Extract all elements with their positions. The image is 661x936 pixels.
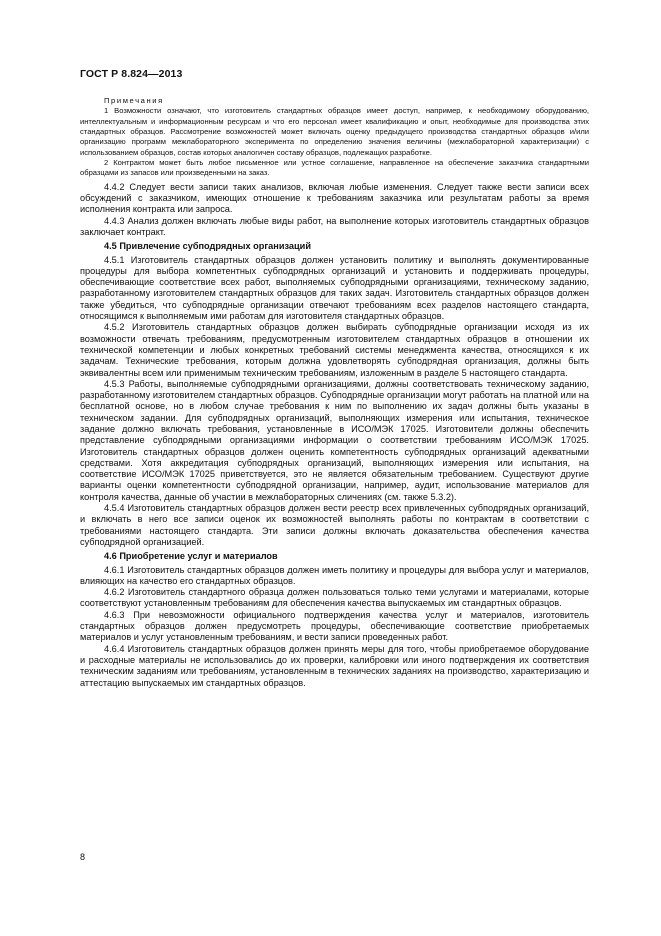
section-heading-4-6: 4.6 Приобретение услуг и материалов bbox=[104, 551, 278, 562]
notes-block bbox=[80, 96, 589, 179]
paragraph-4-6-4: 4.6.4 Изготовитель стандартных образцов должен принять меры для того, чтобы приобретаемое оборудование и расходные материалы не использовались до их проверки, калибровки или иного подтверждения их соответствия техническим заданиям или требованиям, установленным в технических заданиях на производство, характеризацию и аттестацию выпускаемых им стандартных образцов. bbox=[80, 643, 589, 688]
document-body bbox=[80, 96, 589, 689]
document-header: ГОСТ Р 8.824—2013 bbox=[80, 68, 183, 80]
paragraph-4-5-1: 4.5.1 Изготовитель стандартных образцов должен установить политику и выполнять документированные процедуры для выбора компетентных субподрядных организаций и установить и поддерживать процедуры, обеспечивающие соответствие всех работ, выполняемых субподрядными организациями, техническому заданию, разработанному изготовителем стандартных образцов для таких задач. Изготовитель стандартных образцов должен также убедиться, что субподрядные организации отвечают требованиям всех разделов настоящего стандарта, относящимся к выполняемым ими работам для изготовителя стандартных образцов. bbox=[80, 254, 589, 322]
section-heading-4-5: 4.5 Привлечение субподрядных организаций bbox=[104, 241, 311, 252]
note-2: 2 Контрактом может быть любое письменное или устное соглашение, направленное на обеспечение заказчика стандартными образцами из запасов или произведенными на заказ. bbox=[80, 158, 589, 178]
paragraph-4-5-2: 4.5.2 Изготовитель стандартных образцов должен выбирать субподрядные организации исходя из их возможности отвечать требованиям, предусмотренным изготовителем стандартных образцов в отношении их технической компетенции и любых конкретных требований системы менеджмента качества, относящихся к их задачам. Технические требования, которым должна удовлетворять субподрядная организация, должны быть эквивалентны всем или применимым техническим требованиям, изложенным в разделе 5 настоящего стандарта. bbox=[80, 322, 589, 378]
paragraph-4-6-1: 4.6.1 Изготовитель стандартных образцов должен иметь политику и процедуры для выбора услуг и материалов, влияющих на качество его стандартных образцов. bbox=[80, 564, 589, 586]
note-1: 1 Возможности означают, что изготовитель стандартных образцов имеет доступ, например, к необходимому оборудованию, интеллектуальным и информационным ресурсам и что его персонал имеет квалификацию и опыт, необходимые для производства этих стандартных образцов. Рассмотрение возможностей может включать оценку предыдущего производства стандартных образцов и/или организацию программ межлабораторного эксперимента по определению значения величины (межлабораторной характеризации) с использованием образцов, состав которых аналогичен составу образцов, подлежащих разработке. bbox=[80, 106, 589, 157]
paragraph-4-5-3: 4.5.3 Работы, выполняемые субподрядными организациями, должны соответствовать техническому заданию, разработанному изготовителем стандартных образцов. Субподрядные организации могут работать на платной или на бесплатной основе, но в любом случае требования к ним по выполнению их задач должны быть указаны в техническом задании. Для субподрядных организаций, выполняющих измерения или испытания, техническое задание должно включать требования, установленные в ИСО/МЭК 17025. Изготовители должны обеспечить представление субподрядными организациями информации о соответствии требованиям ИСО/МЭК 17025. Изготовитель стандартных образцов должен оценить компетентность субподрядных организаций адекватными средствами. Хотя аккредитация субподрядных организаций, выполняющих измерения или испытания, на соответствие ИСО/МЭК 17025 приветствуется, это не является обязательным требованием. Существуют другие варианты оценки компетентности субподрядной организации, например, аудит, использование материалов для контроля качества, данные об участии в межлабораторных сличениях (см. также 5.3.2). bbox=[80, 378, 589, 502]
paragraph-4-4-2: 4.4.2 Следует вести записи таких анализов, включая любые изменения. Следует также вести записи всех обсуждений с заказчиком, имеющих отношение к требованиям заказчика или результатам работы за время исполнения контракта или запроса. bbox=[80, 181, 589, 215]
paragraph-4-5-4: 4.5.4 Изготовитель стандартных образцов должен вести реестр всех привлеченных субподрядных организаций, и включать в него все записи оценок их возможностей выполнять работы по контрактам в соответствии с требованиями настоящего стандарта. Эти записи должны включать доказательства обеспечения качества субподрядной организацией. bbox=[80, 503, 589, 547]
paragraph-4-4-3: 4.4.3 Анализ должен включать любые виды работ, на выполнение которых изготовитель стандартных образцов заключает контракт. bbox=[80, 215, 589, 237]
paragraph-4-6-2: 4.6.2 Изготовитель стандартного образца должен пользоваться только теми услугами и материалами, которые соответствуют установленным требованиям для обеспечения качества выпускаемых им стандартных образцов. bbox=[80, 587, 589, 609]
paragraph-4-6-3: 4.6.3 При невозможности официального подтверждения качества услуг и материалов, изготовитель стандартных образцов должен предусмотреть процедуры, обеспечивающие соответствие приобретаемых материалов и услуг установленным требованиям, и вести записи проведенных работ. bbox=[80, 609, 589, 643]
page-number: 8 bbox=[80, 852, 86, 862]
notes-title: Примечания bbox=[104, 96, 164, 105]
